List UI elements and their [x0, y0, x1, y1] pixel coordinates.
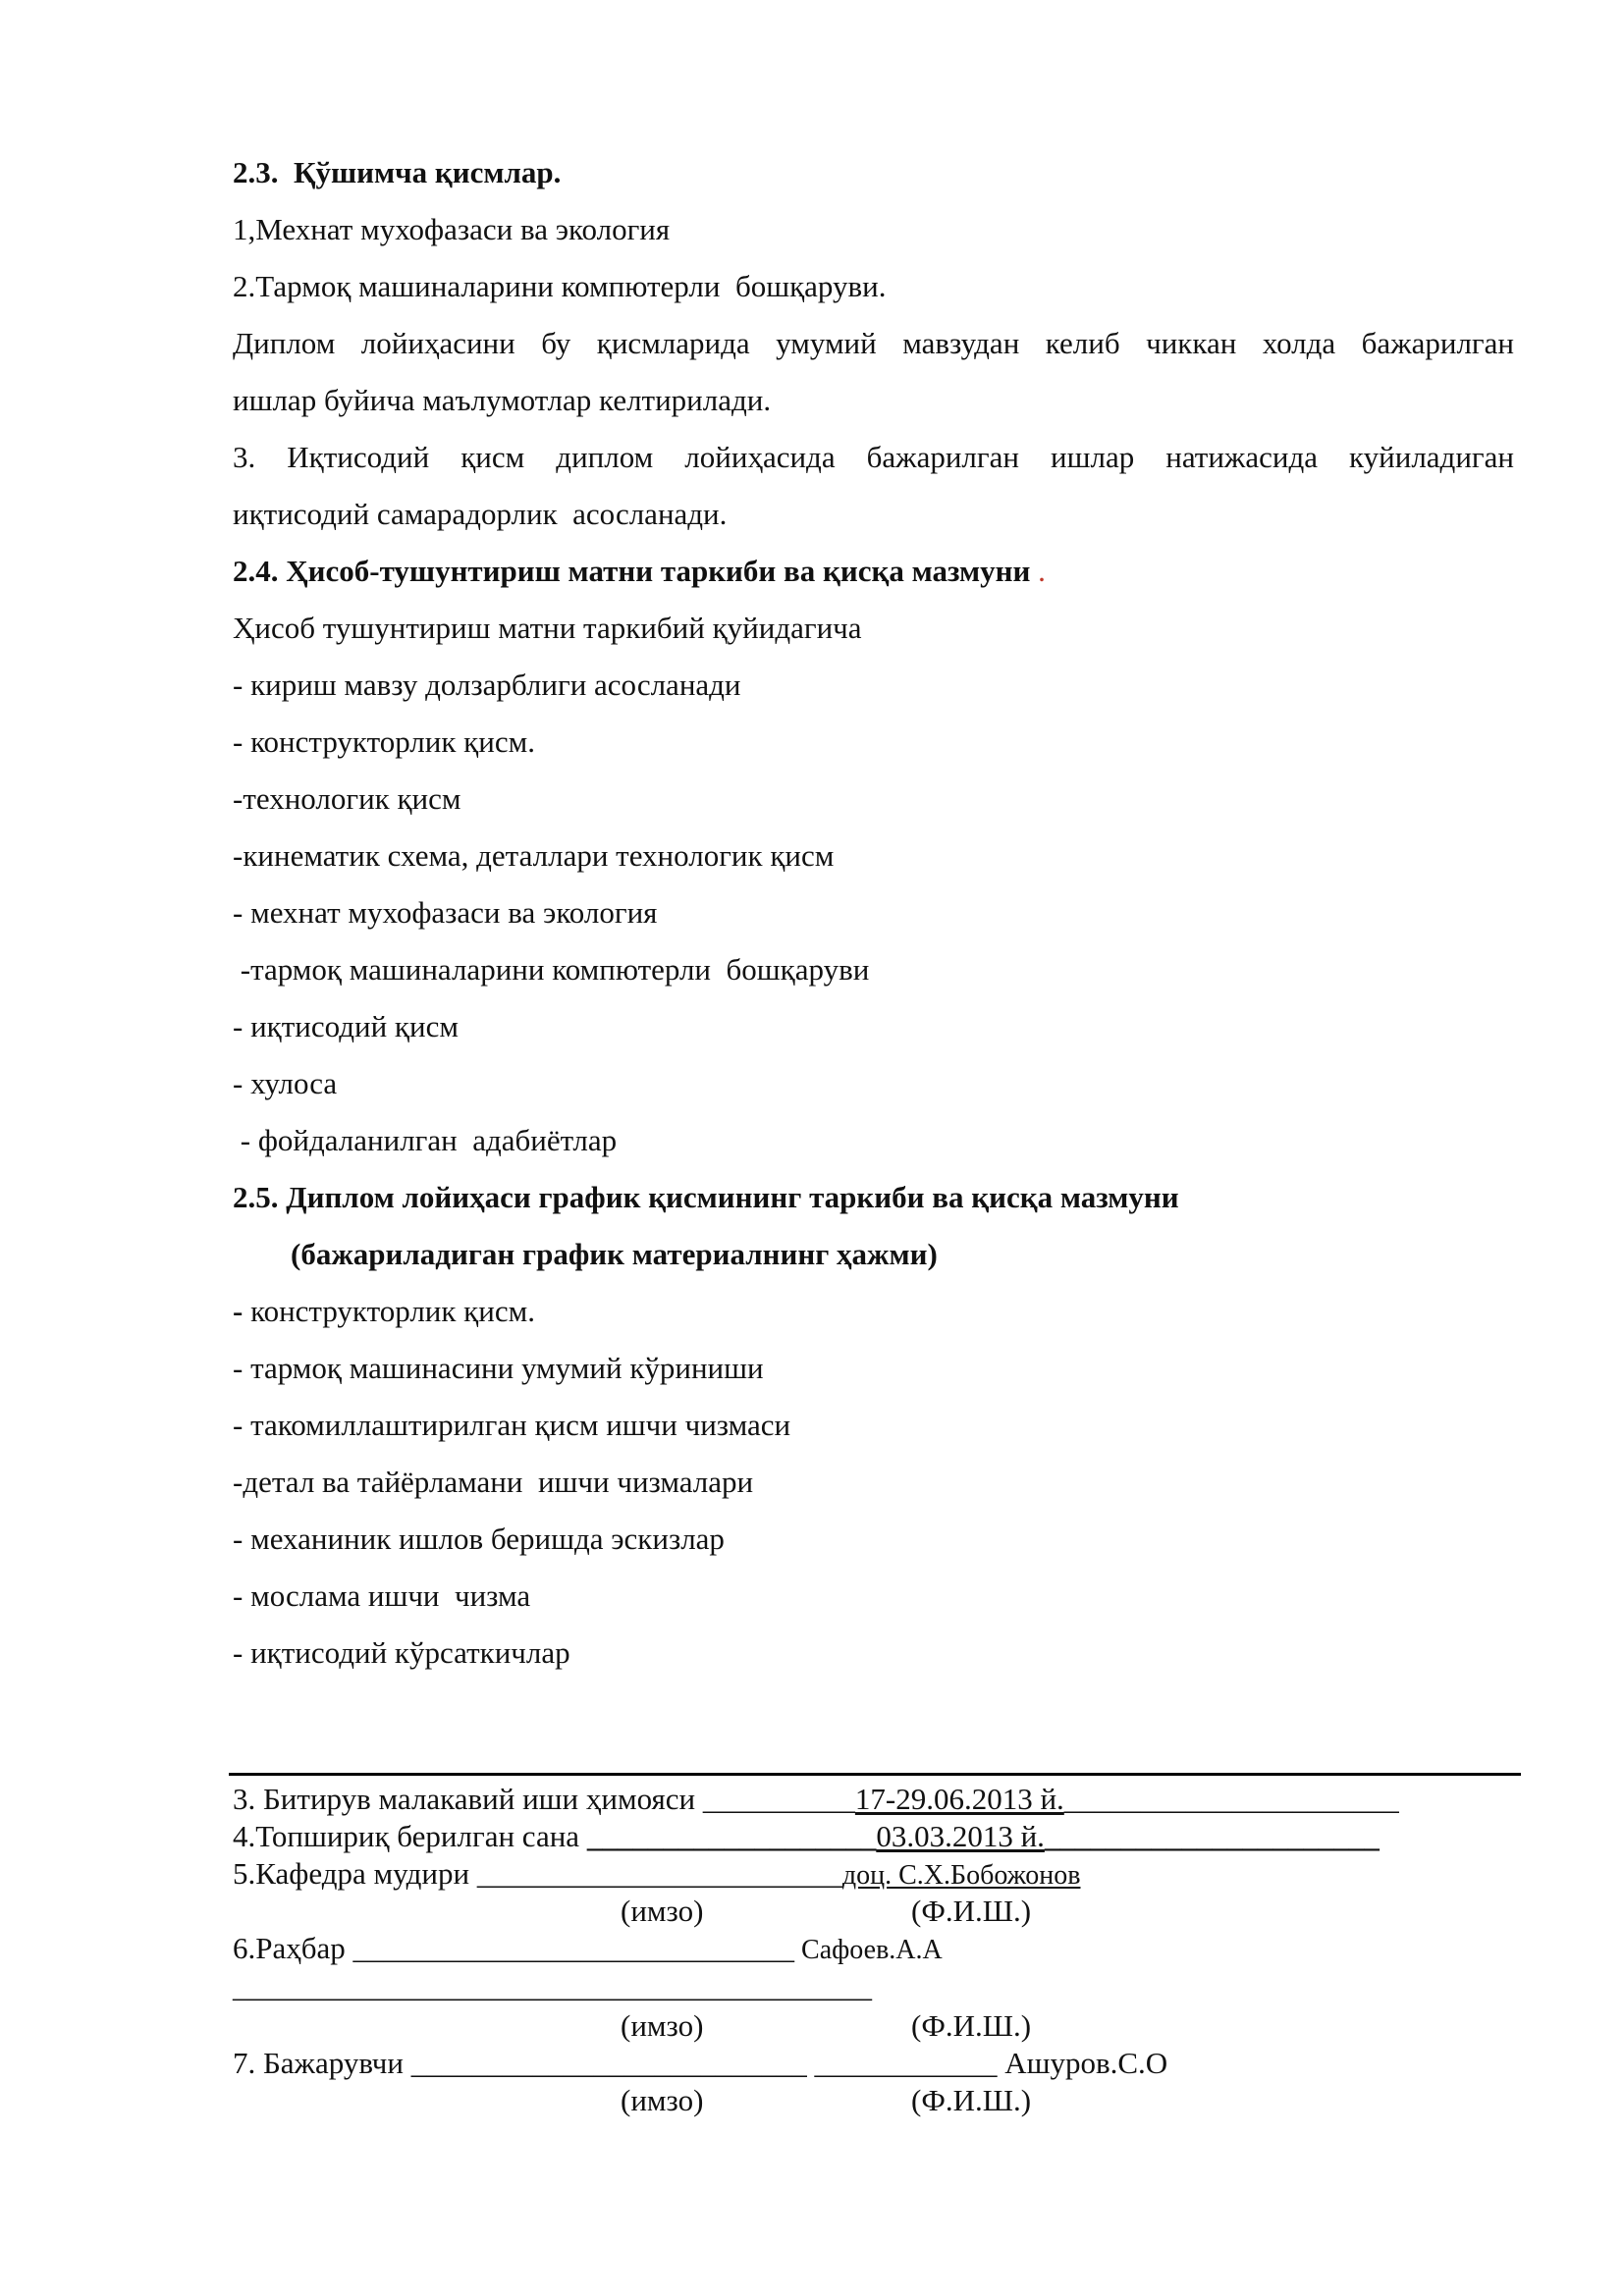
assignment-date-label: 4.Топшириқ берилган сана	[233, 1819, 587, 1853]
signature-blank: _____________________________	[352, 1931, 795, 1965]
department-head-row	[233, 1856, 1080, 1894]
list-item: - такомиллаштирилган қисм ишчи чизмаси	[233, 1408, 791, 1442]
signature-caption: (имзо)	[621, 2083, 704, 2117]
assignment-date-value: 03.03.2013 й.	[876, 1819, 1045, 1853]
section-2-3-paragraph-1-line-a: Диплом лойиҳасини бу қисмларида умумий мавзудан келиб чиккан холда бажарилган	[233, 326, 1514, 360]
section-2-3-paragraph-1-line-b: ишлар буйича маълумотлар келтирилади.	[233, 383, 772, 417]
signature-caption: (имзо)	[621, 2008, 704, 2043]
name-caption: (Ф.И.Ш.)	[911, 1894, 1032, 1928]
signature-blank: __________________________	[410, 2046, 807, 2080]
defense-date-label: 3. Битирув малакавий иши ҳимояси	[233, 1782, 703, 1816]
signature-blank: ____________	[814, 2046, 998, 2080]
list-item: - мехнат мухофазаси ва экология	[233, 895, 658, 930]
section-2-3-paragraph-2-line-b: иқтисодий самарадорлик асосланади.	[233, 497, 728, 531]
list-item-dash: -	[233, 1294, 244, 1328]
section-2-3-heading: 2.3. Қўшимча қисмлар.	[233, 155, 562, 189]
assignment-date-row	[233, 1819, 1380, 1854]
section-2-3-paragraph-2-line-a: 3. Иқтисодий қисм диплом лойиҳасида бажарилган ишлар натижасида куйиладиган	[233, 440, 1514, 474]
list-item: - мослама ишчи чизма	[233, 1578, 531, 1613]
list-item: -тармоқ машиналарини компютерли бошқаруви	[233, 952, 870, 987]
list-item: - механиник ишлов беришда эскизлар	[233, 1522, 725, 1556]
list-item: - тармоқ машинасини умумий кўриниши	[233, 1351, 764, 1385]
section-2-5-subheading: (бажариладиган график материалнинг ҳажми)	[291, 1237, 938, 1271]
section-2-4-heading-text: 2.4. Ҳисоб-тушунтириш матни таркиби ва қисқа мазмуни	[233, 554, 1031, 588]
list-item	[233, 1292, 535, 1331]
list-item: - иқтисодий кўрсаткичлар	[233, 1635, 570, 1670]
section-2-3-line-2: 2.Тармоқ машиналарини компютерли бошқаруви.	[233, 269, 887, 303]
advisor-label: 6.Раҳбар	[233, 1931, 353, 1965]
list-item: - хулоса	[233, 1066, 338, 1100]
advisor-extra-line: __________________________________________	[233, 1969, 872, 2003]
executor-label: 7. Бажарувчи	[233, 2046, 411, 2080]
section-2-4-intro: Ҳисоб тушунтириш матни таркибий қуйидагича	[233, 611, 862, 645]
executor-name: Ашуров.С.О	[997, 2046, 1168, 2080]
list-item: - конструкторлик қисм.	[233, 724, 535, 759]
name-caption: (Ф.И.Ш.)	[911, 2083, 1032, 2117]
signature-blank: ___________________	[586, 1819, 877, 1853]
signature-blank: ______________________	[1044, 1819, 1380, 1853]
list-item: - кириш мавзу долзарблиги асосланади	[233, 667, 741, 702]
signature-blank: __________	[702, 1782, 855, 1816]
executor-row	[233, 2046, 1167, 2081]
list-item: -технологик қисм	[233, 781, 461, 816]
list-item-text: конструкторлик қисм.	[243, 1294, 535, 1328]
department-head-label: 5.Кафедра мудири	[233, 1856, 477, 1891]
list-item: -детал ва тайёрламани ишчи чизмалари	[233, 1465, 754, 1499]
signature-blank: ______________________	[1063, 1782, 1399, 1816]
advisor-row	[233, 1931, 943, 1968]
section-2-4-heading-mark: .	[1030, 554, 1046, 588]
section-2-5-heading: 2.5. Диплом лойиҳаси график қисмининг таркиби ва қисқа мазмуни	[233, 1180, 1179, 1214]
advisor-name: Сафоев.А.А	[794, 1935, 943, 1965]
section-2-3-line-1: 1,Мехнат мухофазаси ва экология	[233, 212, 671, 246]
signature-blank: ________________________	[476, 1856, 842, 1891]
section-2-4-heading	[233, 552, 1046, 591]
signature-caption: (имзо)	[621, 1894, 704, 1928]
list-item: - иқтисодий қисм	[233, 1009, 459, 1043]
list-item: - фойдаланилган адабиётлар	[233, 1123, 618, 1157]
footer-divider	[229, 1773, 1521, 1776]
defense-date-row	[233, 1782, 1399, 1817]
name-caption: (Ф.И.Ш.)	[911, 2008, 1032, 2043]
list-item: -кинематик схема, деталлари технологик қисм	[233, 838, 835, 873]
defense-date-value: 17-29.06.2013 й.	[854, 1782, 1064, 1816]
department-head-name: доц. С.Х.Бобожонов	[841, 1860, 1081, 1891]
